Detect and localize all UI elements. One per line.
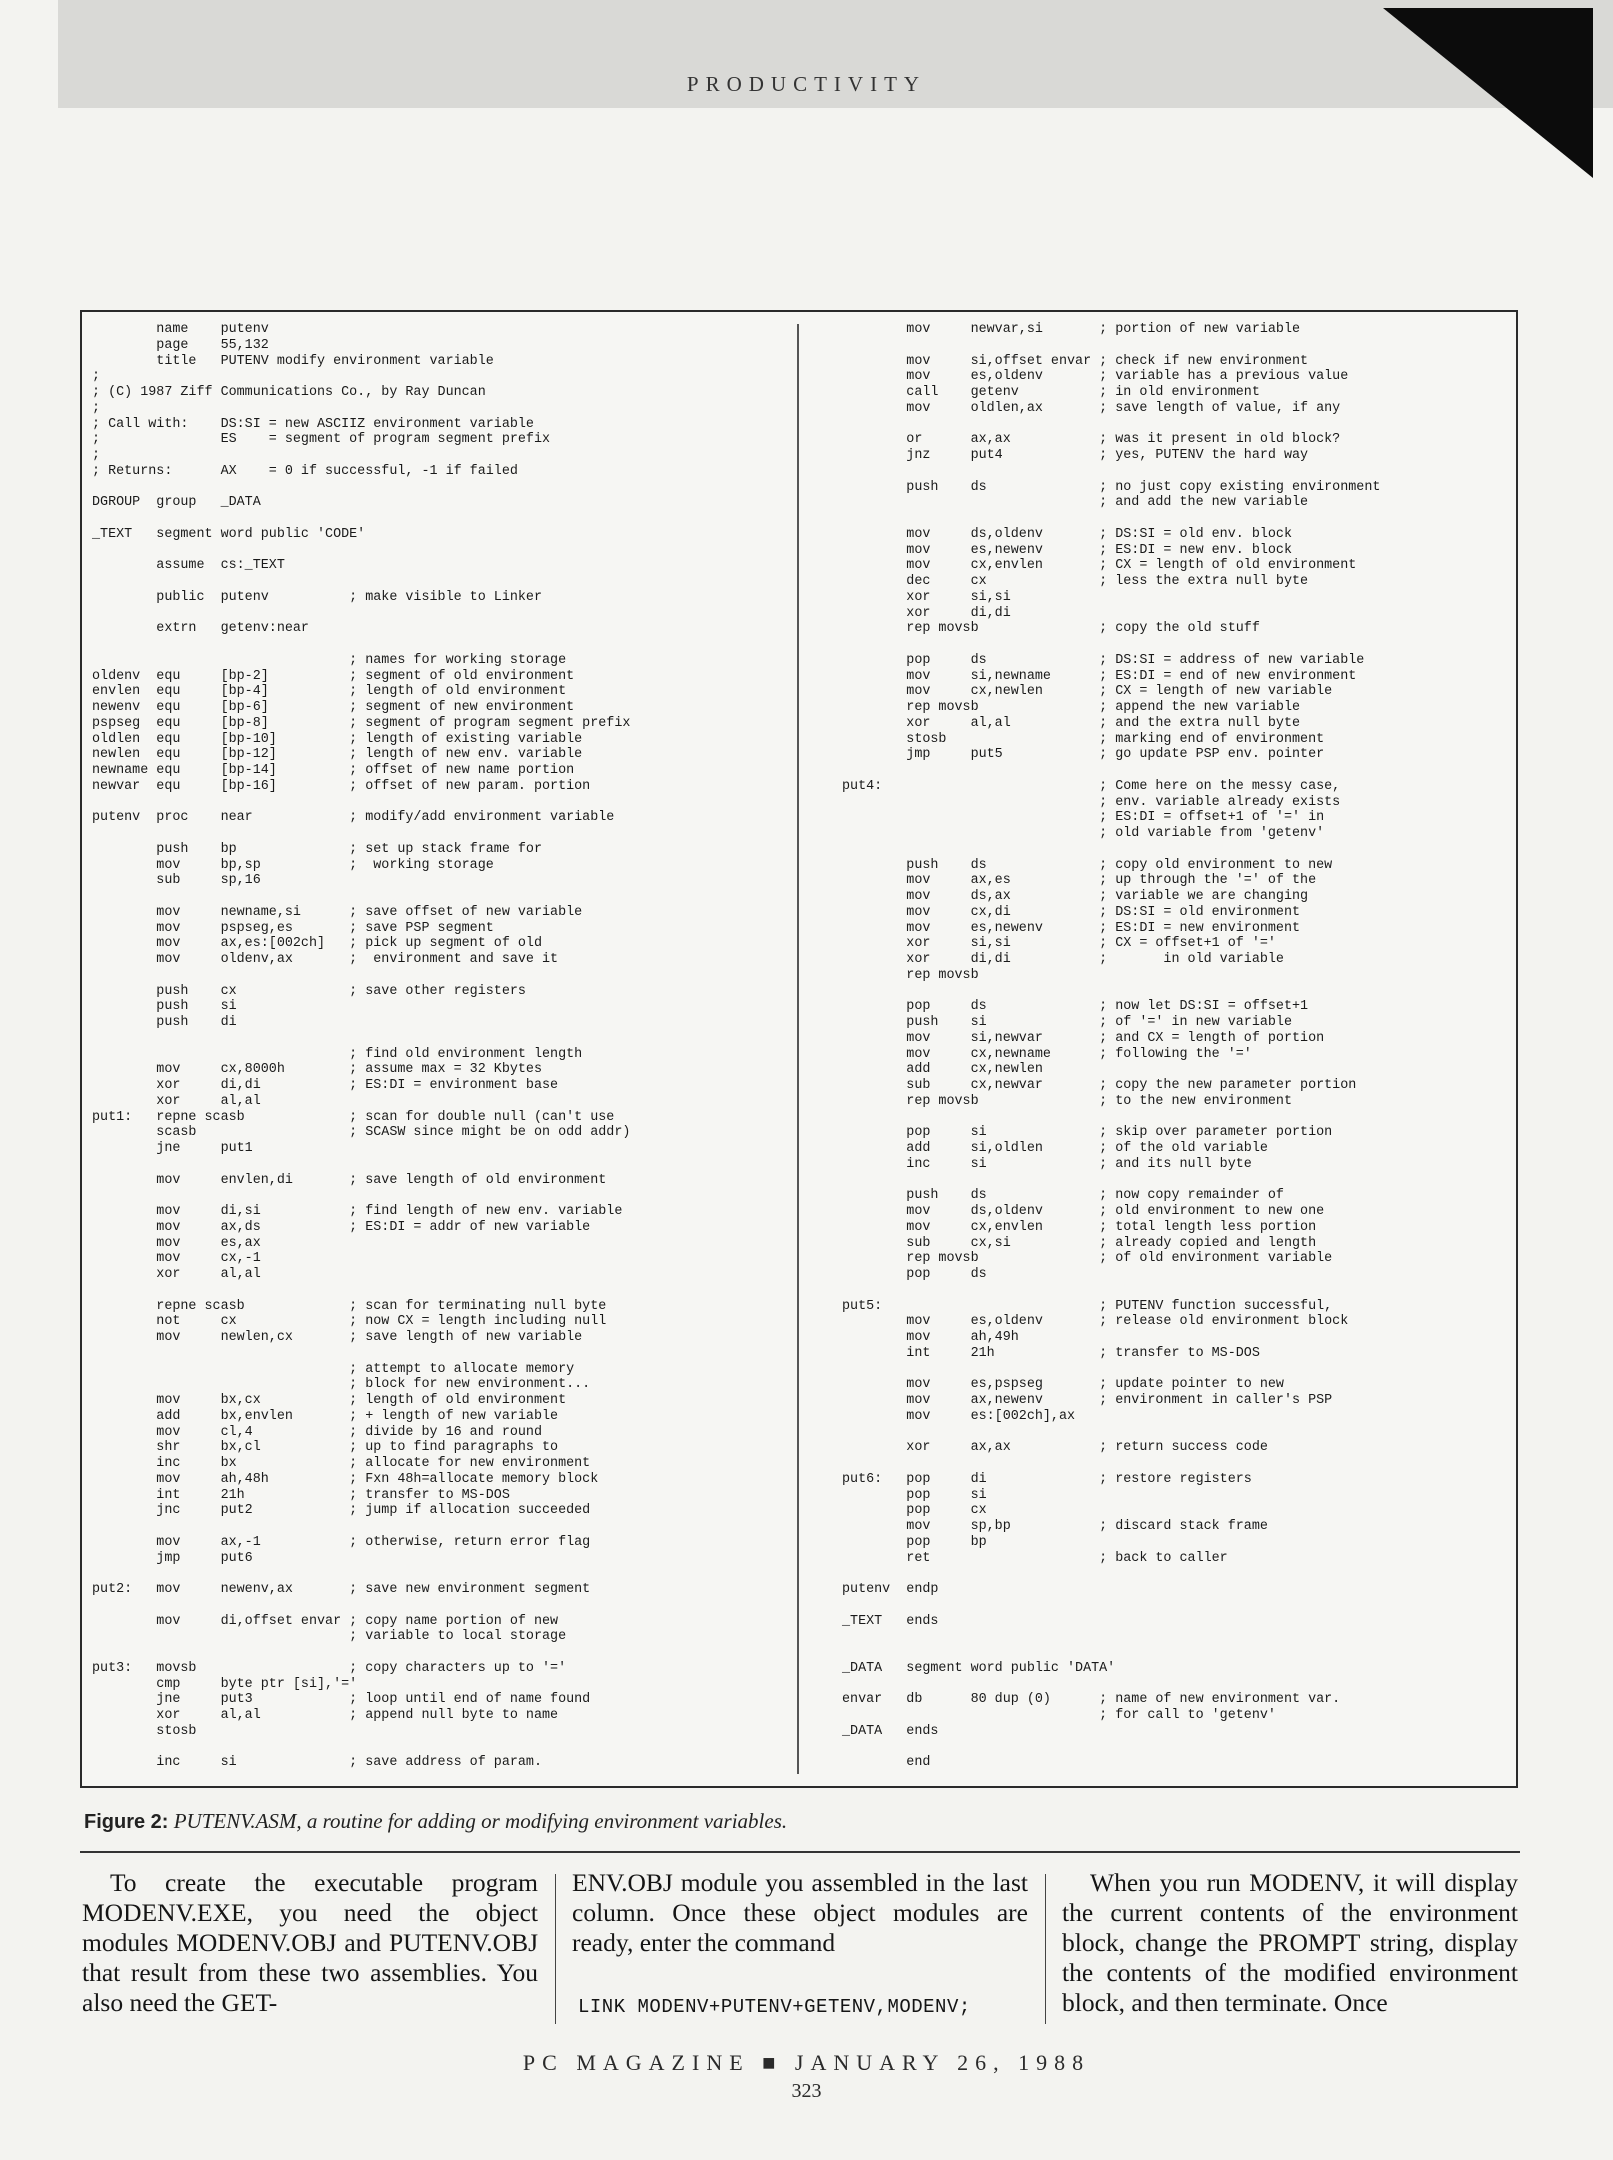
article-column-1: To create the executable program MODENV.EXE, you need the object modules MODENV.OBJ and PUTENV.OBJ that result from these two assemblies. You also need the GET- (82, 1868, 538, 2017)
column-rule-1 (555, 1874, 556, 2024)
column-rule-2 (1045, 1874, 1046, 2024)
code-listing-right-column: mov newvar,si ; portion of new variable mov si,offset envar ; check if new environment mov es,oldenv ; variable has a previous value call getenv ; in old environment mov oldlen,ax ; save length of value, if any or ax,ax ; was it present in old block? jnz put4 ; yes, PUTENV the hard way push ds ; no just copy existing environment ; and add the new variable mov ds,oldenv ; DS:SI = old env. block mov es,newenv ; ES:DI = new env. block mov cx,envlen ; CX = length of old environment dec cx ; less the extra null byte xor si,si xor di,di rep movsb ; copy the old stuff pop ds ; DS:SI = address of new variable mov si,newname ; ES:DI = end of new environment mov cx,newlen ; CX = length of new variable rep movsb ; append the new variable xor al,al ; and the extra null byte stosb ; marking end of environment jmp put5 ; go update PSP env. pointer put4: ; Come here on the messy case, ; env. variable already exists ; ES:DI = offset+1 of '=' in ; old variable from 'getenv' push ds ; copy old environment to new mov ax,es ; up through the '=' of the mov ds,ax ; variable we are changing mov cx,di ; DS:SI = old environment mov es,newenv ; ES:DI = new environment xor si,si ; CX = offset+1 of '=' xor di,di ; in old variable rep movsb pop ds ; now let DS:SI = offset+1 push si ; of '=' in new variable mov si,newvar ; and CX = length of portion mov cx,newname ; following the '=' add cx,newlen sub cx,newvar ; copy the new parameter portion rep movsb ; to the new environment pop si ; skip over parameter portion add si,oldlen ; of the old variable inc si ; and its null byte push ds ; now copy remainder of mov ds,oldenv ; old environment to new one mov cx,envlen ; total length less portion sub cx,si ; already copied and length rep movsb ; of old environment variable pop ds put5: ; PUTENV function successful, mov es,oldenv ; release old environment block mov ah,49h int 21h ; transfer to MS-DOS mov es,pspseg ; update pointer to new mov ax,newenv ; environment in caller's PSP mov es:[002ch],ax xor ax,ax ; return success code put6: pop di ; restore registers pop si pop cx mov sp,bp ; discard stack frame pop bp ret ; back to caller putenv endp _TEXT ends _DATA segment word public 'DATA' envar db 80 dup (0) ; name of new environment var. ; for call to 'getenv' _DATA ends end (842, 322, 1381, 1771)
link-command: LINK MODENV+PUTENV+GETENV,MODENV; (578, 1996, 971, 2018)
section-kicker: PRODUCTIVITY (686, 72, 927, 96)
code-listing-left-column: name putenv page 55,132 title PUTENV modify environment variable ; ; (C) 1987 Ziff Communications Co., by Ray Duncan ; ; Call with: DS:SI = new ASCIIZ environment variable ; ES = segment of program segment prefix ; ; Returns: AX = 0 if successful, -1 if failed DGROUP group _DATA _TEXT segment word public 'CODE' assume cs:_TEXT public putenv ; make visible to Linker extrn getenv:near ; names for working storage oldenv equ [bp-2] ; segment of old environment envlen equ [bp-4] ; length of old environment newenv equ [bp-6] ; segment of new environment pspseg equ [bp-8] ; segment of program segment prefix oldlen equ [bp-10] ; length of existing variable newlen equ [bp-12] ; length of new env. variable newname equ [bp-14] ; offset of new name portion newvar equ [bp-16] ; offset of new param. portion putenv proc near ; modify/add environment variable push bp ; set up stack frame for mov bp,sp ; working storage sub sp,16 mov newname,si ; save offset of new variable mov pspseg,es ; save PSP segment mov ax,es:[002ch] ; pick up segment of old mov oldenv,ax ; environment and save it push cx ; save other registers push si push di ; find old environment length mov cx,8000h ; assume max = 32 Kbytes xor di,di ; ES:DI = environment base xor al,al put1: repne scasb ; scan for double null (can't use scasb ; SCASW since might be on odd addr) jne put1 mov envlen,di ; save length of old environment mov di,si ; find length of new env. variable mov ax,ds ; ES:DI = addr of new variable mov es,ax mov cx,-1 xor al,al repne scasb ; scan for terminating null byte not cx ; now CX = length including null mov newlen,cx ; save length of new variable ; attempt to allocate memory ; block for new environment... mov bx,cx ; length of old environment add bx,envlen ; + length of new variable mov cl,4 ; divide by 16 and round shr bx,cl ; up to find paragraphs to inc bx ; allocate for new environment mov ah,48h ; Fxn 48h=allocate memory block int 21h ; transfer to MS-DOS jnc put2 ; jump if allocation succeeded mov ax,-1 ; otherwise, return error flag jmp put6 put2: mov newenv,ax ; save new environment segment mov di,offset envar ; copy name portion of new ; variable to local storage put3: movsb ; copy characters up to '=' cmp byte ptr [si],'=' jne put3 ; loop until end of name found xor al,al ; append null byte to name stosb inc si ; save address of param. (92, 322, 631, 1771)
article-column-3: When you run MODENV, it will display the current contents of the environment block, change the PROMPT string, display the contents of the modified environment block, and then terminate. Once (1062, 1868, 1518, 2017)
article-column-2: ENV.OBJ module you assembled in the last column. Once these object modules are ready, enter the command (572, 1868, 1028, 1957)
figure-caption (84, 1809, 787, 1834)
figure-caption-text: PUTENV.ASM, a routine for adding or modifying environment variables. (173, 1809, 788, 1833)
caption-rule (80, 1851, 1520, 1853)
magazine-footer: PC MAGAZINE ■ JANUARY 26, 1988 (522, 2050, 1091, 2075)
listing-column-divider (797, 324, 799, 1774)
figure-caption-label: Figure 2: (84, 1811, 169, 1833)
page-number: 323 (791, 2080, 822, 2102)
